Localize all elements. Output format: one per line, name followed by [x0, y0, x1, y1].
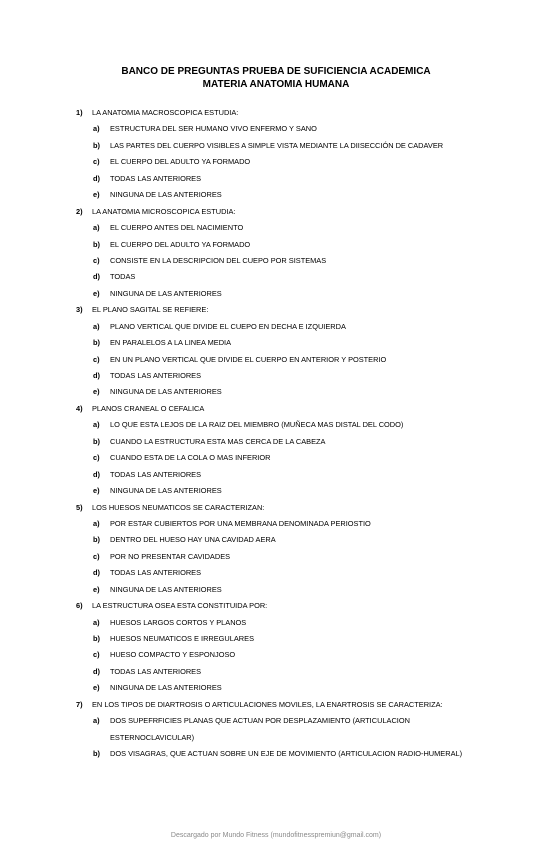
option-text: ESTRUCTURA DEL SER HUMANO VIVO ENFERMO Y SANO	[110, 124, 317, 134]
option-letter: a)	[93, 716, 100, 726]
option-letter: a)	[93, 617, 100, 627]
question-text: PLANOS CRANEAL O CEFALICA	[92, 403, 205, 413]
option-text: DOS VISAGRAS, QUE ACTUAN SOBRE UN EJE DE MOVIMIENTO (ARTICULACION RADIO-HUMERAL)	[110, 749, 463, 759]
answer-option	[0, 483, 552, 499]
option-text: NINGUNA DE LAS ANTERIORES	[110, 190, 222, 200]
option-text: EL CUERPO DEL ADULTO YA FORMADO	[110, 239, 251, 249]
download-footer: Descargado por Mundo Fitness (mundofitnesspremiun@gmail.com)	[170, 832, 382, 839]
option-text: POR NO PRESENTAR CAVIDADES	[110, 551, 231, 561]
answer-option	[0, 237, 552, 253]
option-letter: c)	[93, 255, 100, 265]
option-letter: d)	[93, 469, 100, 479]
option-text: DOS SUPEFRFICIES PLANAS QUE ACTUAN POR DESPLAZAMIENTO (ARTICULACION	[110, 716, 410, 726]
option-letter: e)	[93, 486, 100, 496]
option-text: TODAS LAS ANTERIORES	[110, 568, 202, 578]
option-text: POR ESTAR CUBIERTOS POR UNA MEMBRANA DENOMINADA PERIOSTIO	[110, 518, 371, 528]
option-text-continued: ESTERNOCLAVICULAR)	[110, 732, 195, 742]
option-letter: e)	[93, 683, 100, 693]
answer-option	[0, 352, 552, 368]
question-number: 5)	[76, 502, 83, 512]
option-letter: c)	[93, 354, 100, 364]
answer-option	[0, 615, 552, 631]
question-number: 3)	[76, 305, 83, 315]
option-letter: a)	[93, 321, 100, 331]
question-text: LOS HUESOS NEUMATICOS SE CARACTERIZAN:	[92, 502, 265, 512]
option-text: TODAS	[110, 272, 136, 282]
answer-option	[0, 582, 552, 598]
answer-option	[0, 368, 552, 384]
option-letter: e)	[93, 288, 100, 298]
option-text: TODAS LAS ANTERIORES	[110, 173, 202, 183]
option-text: NINGUNA DE LAS ANTERIORES	[110, 486, 222, 496]
answer-option	[0, 467, 552, 483]
question-number: 1)	[76, 108, 83, 117]
question-item	[0, 302, 552, 318]
option-text: LO QUE ESTA LEJOS DE LA RAIZ DEL MIEMBRO (MUÑECA MAS DISTAL DEL CODO)	[110, 420, 404, 430]
answer-option	[0, 220, 552, 236]
option-text: TODAS LAS ANTERIORES	[110, 371, 202, 380]
answer-option	[0, 286, 552, 302]
question-item	[0, 105, 552, 121]
option-text: CUANDO LA ESTRUCTURA ESTA MAS CERCA DE LA CABEZA	[110, 436, 326, 446]
option-text: CONSISTE EN LA DESCRIPCION DEL CUEPO POR SISTEMAS	[110, 255, 327, 265]
option-letter: c)	[93, 551, 100, 561]
answer-option	[0, 187, 552, 203]
option-letter: d)	[93, 272, 100, 282]
option-text: NINGUNA DE LAS ANTERIORES	[110, 387, 222, 397]
option-text: DENTRO DEL HUESO HAY UNA CAVIDAD AERA	[110, 535, 276, 545]
option-letter: e)	[93, 387, 100, 397]
answer-option	[0, 253, 552, 269]
option-text: NINGUNA DE LAS ANTERIORES	[110, 584, 222, 594]
option-letter: c)	[93, 157, 100, 167]
question-number: 4)	[76, 403, 83, 413]
question-text: LA ANATOMIA MACROSCOPICA ESTUDIA:	[92, 108, 239, 117]
option-continuation	[0, 730, 552, 746]
document-title: BANCO DE PREGUNTAS PRUEBA DE SUFICIENCIA ACADEMICA	[121, 66, 431, 77]
question-item	[0, 500, 552, 516]
question-text: EL PLANO SAGITAL SE REFIERE:	[92, 305, 209, 315]
question-text: EN LOS TIPOS DE DIARTROSIS O ARTICULACIONES MOVILES, LA ENARTROSIS SE CARACTERIZA:	[92, 699, 443, 709]
option-letter: d)	[93, 666, 100, 676]
option-text: EN PARALELOS A LA LINEA MEDIA	[110, 338, 232, 348]
option-text: HUESO COMPACTO Y ESPONJOSO	[110, 650, 236, 660]
option-text: CUANDO ESTA DE LA COLA O MAS INFERIOR	[110, 453, 271, 463]
answer-option	[0, 154, 552, 170]
answer-option	[0, 335, 552, 351]
answer-option	[0, 138, 552, 154]
answer-option	[0, 532, 552, 548]
answer-option	[0, 434, 552, 450]
option-text: TODAS LAS ANTERIORES	[110, 666, 202, 676]
answer-option	[0, 269, 552, 285]
option-text: HUESOS NEUMATICOS E IRREGULARES	[110, 634, 255, 643]
option-letter: a)	[93, 518, 100, 528]
answer-option	[0, 450, 552, 466]
option-letter: c)	[93, 650, 100, 660]
option-text: HUESOS LARGOS CORTOS Y PLANOS	[110, 617, 247, 627]
option-letter: e)	[93, 190, 100, 200]
option-text: NINGUNA DE LAS ANTERIORES	[110, 683, 222, 693]
answer-option	[0, 565, 552, 581]
option-letter: a)	[93, 124, 100, 134]
option-text: EN UN PLANO VERTICAL QUE DIVIDE EL CUERPO EN ANTERIOR Y POSTERIO	[110, 354, 387, 364]
answer-option	[0, 746, 552, 762]
option-letter: b)	[93, 239, 100, 249]
option-letter: b)	[93, 436, 100, 446]
option-text: EL CUERPO DEL ADULTO YA FORMADO	[110, 157, 251, 167]
option-letter: d)	[93, 173, 100, 183]
option-letter: d)	[93, 371, 100, 380]
answer-option	[0, 549, 552, 565]
answer-option	[0, 680, 552, 696]
answer-option	[0, 171, 552, 187]
question-item	[0, 697, 552, 713]
question-text: LA ANATOMIA MICROSCOPICA ESTUDIA:	[92, 206, 236, 216]
option-letter: a)	[93, 420, 100, 430]
option-letter: c)	[93, 453, 100, 463]
document-subtitle: MATERIA ANATOMIA HUMANA	[202, 79, 350, 90]
option-letter: b)	[93, 749, 100, 759]
option-letter: b)	[93, 535, 100, 545]
option-text: EL CUERPO ANTES DEL NACIMIENTO	[110, 223, 244, 233]
question-number: 6)	[76, 601, 83, 611]
question-item	[0, 401, 552, 417]
answer-option	[0, 631, 552, 647]
answer-option	[0, 647, 552, 663]
option-letter: b)	[93, 140, 100, 150]
answer-option	[0, 713, 552, 729]
option-text: NINGUNA DE LAS ANTERIORES	[110, 288, 222, 298]
question-item	[0, 204, 552, 220]
answer-option	[0, 319, 552, 335]
option-letter: b)	[93, 338, 100, 348]
option-text: PLANO VERTICAL QUE DIVIDE EL CUEPO EN DECHA E IZQUIERDA	[110, 321, 346, 331]
question-item	[0, 598, 552, 614]
question-number: 7)	[76, 699, 83, 709]
question-text: LA ESTRUCTURA OSEA ESTA CONSTITUIDA POR:	[92, 601, 268, 611]
answer-option	[0, 516, 552, 532]
answer-option	[0, 417, 552, 433]
option-letter: e)	[93, 584, 100, 594]
answer-option	[0, 121, 552, 137]
answer-option	[0, 384, 552, 400]
answer-option	[0, 664, 552, 680]
option-text: LAS PARTES DEL CUERPO VISIBLES A SIMPLE VISTA MEDIANTE LA DIISECCIÓN DE CADAVER	[110, 140, 444, 150]
option-letter: a)	[93, 223, 100, 233]
option-letter: b)	[93, 634, 100, 643]
question-number: 2)	[76, 206, 83, 216]
question-list	[0, 105, 552, 763]
option-letter: d)	[93, 568, 100, 578]
option-text: TODAS LAS ANTERIORES	[110, 469, 202, 479]
